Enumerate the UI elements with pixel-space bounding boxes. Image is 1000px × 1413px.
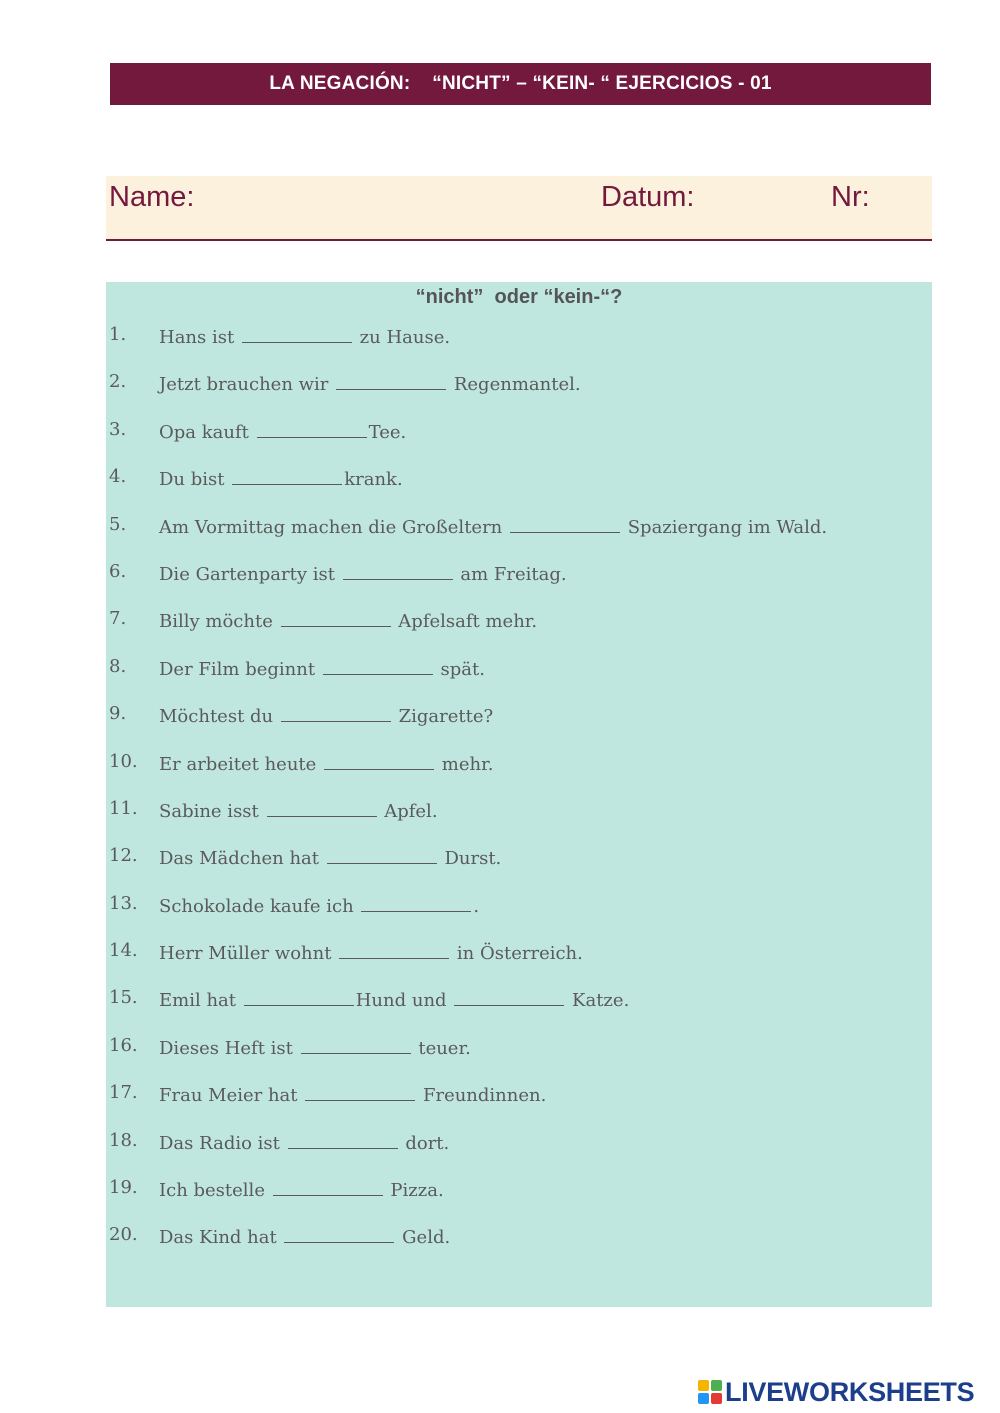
sentence-start: Billy möchte bbox=[159, 611, 279, 633]
exercise-item bbox=[106, 987, 827, 1034]
logo-squares-icon bbox=[698, 1380, 722, 1404]
exercise-number: 6. bbox=[109, 560, 127, 582]
exercise-sentence bbox=[159, 514, 827, 538]
sentence-end: in Österreich. bbox=[451, 943, 583, 965]
sentence-start: Emil hat bbox=[159, 990, 242, 1012]
answer-blank[interactable] bbox=[273, 1177, 383, 1196]
sentence-start: Hans ist bbox=[159, 327, 240, 348]
exercise-number: 18. bbox=[109, 1129, 138, 1151]
exercise-number: 7. bbox=[109, 608, 127, 630]
answer-blank[interactable] bbox=[301, 1035, 411, 1054]
sentence-start: Er arbeitet heute bbox=[159, 753, 323, 775]
exercise-sentence bbox=[159, 324, 450, 348]
exercise-item bbox=[106, 1177, 827, 1224]
exercise-number: 9. bbox=[109, 703, 127, 725]
worksheet-title: LA NEGACIÓN: “NICHT” – “KEIN- “ EJERCICIOS - 01 bbox=[110, 63, 931, 105]
answer-blank[interactable] bbox=[323, 656, 433, 675]
exercise-sentence bbox=[159, 987, 629, 1011]
answer-blank[interactable] bbox=[339, 940, 449, 959]
answer-blank[interactable] bbox=[281, 703, 391, 722]
exercise-sentence bbox=[159, 1130, 449, 1154]
exercise-number: 1. bbox=[109, 324, 127, 345]
exercise-number: 15. bbox=[109, 987, 138, 1009]
exercise-item bbox=[106, 656, 827, 703]
sentence-start: Sabine isst bbox=[159, 800, 265, 822]
logo-text: LIVEWORKSHEETS bbox=[725, 1376, 975, 1407]
exercise-item bbox=[106, 561, 827, 608]
sentence-middle: Hund und bbox=[355, 990, 453, 1012]
exercise-number: 20. bbox=[109, 1224, 138, 1246]
exercise-number: 5. bbox=[109, 513, 127, 535]
sentence-start: Herr Müller wohnt bbox=[159, 943, 338, 965]
exercise-item bbox=[106, 419, 827, 466]
sentence-end: dort. bbox=[399, 1132, 450, 1154]
exercise-sentence bbox=[159, 561, 567, 585]
exercise-item bbox=[106, 845, 827, 892]
exercise-sentence bbox=[159, 893, 479, 917]
sentence-start: Frau Meier hat bbox=[159, 1085, 304, 1107]
exercise-item bbox=[106, 1035, 827, 1082]
sentence-end: Freundinnen. bbox=[417, 1085, 547, 1107]
answer-blank[interactable] bbox=[454, 987, 564, 1006]
exercise-number: 19. bbox=[109, 1177, 138, 1199]
sentence-start: Dieses Heft ist bbox=[159, 1037, 299, 1059]
exercise-number: 11. bbox=[109, 797, 138, 819]
exercise-item bbox=[106, 608, 827, 655]
exercise-item bbox=[106, 751, 827, 798]
sentence-end: zu Hause. bbox=[353, 327, 451, 348]
exercise-number: 8. bbox=[109, 655, 127, 677]
exercise-sentence bbox=[159, 1035, 471, 1059]
exercise-item bbox=[106, 324, 827, 371]
exercise-item bbox=[106, 893, 827, 940]
exercise-heading: “nicht” oder “kein-“? bbox=[415, 286, 623, 308]
answer-blank[interactable] bbox=[324, 751, 434, 770]
answer-blank[interactable] bbox=[336, 371, 446, 390]
answer-blank[interactable] bbox=[288, 1130, 398, 1149]
exercise-number: 3. bbox=[109, 418, 127, 440]
exercise-item bbox=[106, 1224, 827, 1271]
sentence-end: Spaziergang im Wald. bbox=[622, 516, 828, 538]
exercise-item bbox=[106, 940, 827, 987]
sentence-end: krank. bbox=[344, 469, 403, 491]
exercise-item bbox=[106, 703, 827, 750]
sentence-end: Regenmantel. bbox=[448, 374, 581, 396]
answer-blank[interactable] bbox=[305, 1082, 415, 1101]
exercise-item bbox=[106, 1130, 827, 1177]
answer-blank[interactable] bbox=[242, 324, 352, 343]
exercise-sentence bbox=[159, 608, 537, 632]
sentence-start: Ich bestelle bbox=[159, 1180, 271, 1202]
sentence-end: Katze. bbox=[566, 990, 630, 1012]
exercise-sentence bbox=[159, 845, 501, 869]
sentence-end: spät. bbox=[434, 658, 485, 680]
name-label: Name: bbox=[109, 181, 195, 213]
exercise-number: 13. bbox=[109, 892, 138, 914]
sentence-start: Die Gartenparty ist bbox=[159, 563, 341, 585]
exercise-number: 2. bbox=[109, 371, 127, 393]
sentence-start: Das Mädchen hat bbox=[159, 848, 325, 870]
sentence-start: Möchtest du bbox=[159, 706, 279, 728]
sentence-start: Schokolade kaufe ich bbox=[159, 895, 360, 917]
exercise-number: 12. bbox=[109, 845, 138, 867]
answer-blank[interactable] bbox=[284, 1224, 394, 1243]
exercise-number: 10. bbox=[109, 750, 138, 772]
exercise-item bbox=[106, 371, 827, 418]
answer-blank[interactable] bbox=[343, 561, 453, 580]
sentence-end: Durst. bbox=[438, 848, 502, 870]
answer-blank[interactable] bbox=[232, 466, 342, 485]
sentence-end: teuer. bbox=[412, 1037, 471, 1059]
sentence-start: Du bist bbox=[159, 469, 231, 491]
answer-blank[interactable] bbox=[281, 608, 391, 627]
exercise-item bbox=[106, 798, 827, 845]
exercise-number: 4. bbox=[109, 466, 127, 488]
sentence-end: Zigarette? bbox=[392, 706, 494, 728]
answer-blank[interactable] bbox=[510, 514, 620, 533]
answer-blank[interactable] bbox=[267, 798, 377, 817]
sentence-end: Tee. bbox=[368, 421, 407, 443]
exercise-sentence bbox=[159, 656, 485, 680]
exercise-item bbox=[106, 466, 827, 513]
answer-blank[interactable] bbox=[244, 987, 354, 1006]
sentence-start: Opa kauft bbox=[159, 421, 255, 443]
exercise-sentence bbox=[159, 751, 493, 775]
nr-label: Nr: bbox=[831, 181, 870, 213]
exercise-panel bbox=[106, 282, 932, 1307]
exercise-sentence bbox=[159, 1224, 450, 1248]
answer-blank[interactable] bbox=[361, 893, 471, 912]
sentence-start: Der Film beginnt bbox=[159, 658, 321, 680]
sentence-start: Das Radio ist bbox=[159, 1132, 286, 1154]
exercise-number: 14. bbox=[109, 940, 138, 962]
exercise-item bbox=[106, 514, 827, 561]
sentence-start: Am Vormittag machen die Großeltern bbox=[159, 516, 508, 538]
sentence-end: Pizza. bbox=[384, 1180, 444, 1202]
sentence-end: . bbox=[473, 895, 480, 917]
answer-blank[interactable] bbox=[257, 419, 367, 438]
sentence-end: mehr. bbox=[436, 753, 494, 775]
sentence-start: Das Kind hat bbox=[159, 1227, 283, 1249]
exercise-item bbox=[106, 1082, 827, 1129]
exercise-sentence bbox=[159, 798, 438, 822]
exercise-sentence bbox=[159, 703, 493, 727]
sentence-end: Geld. bbox=[396, 1227, 451, 1249]
exercise-number: 16. bbox=[109, 1034, 138, 1056]
exercise-sentence bbox=[159, 1082, 546, 1106]
exercise-list bbox=[106, 324, 827, 1272]
liveworksheets-logo bbox=[698, 1377, 974, 1407]
exercise-sentence bbox=[159, 940, 583, 964]
name-date-bar bbox=[106, 176, 932, 241]
exercise-sentence bbox=[159, 466, 403, 490]
sentence-end: am Freitag. bbox=[454, 563, 567, 585]
sentence-end: Apfelsaft mehr. bbox=[392, 611, 538, 633]
sentence-start: Jetzt brauchen wir bbox=[159, 374, 335, 396]
exercise-sentence bbox=[159, 419, 406, 443]
exercise-sentence bbox=[159, 1177, 444, 1201]
sentence-end: Apfel. bbox=[378, 800, 438, 822]
exercise-sentence bbox=[159, 371, 581, 395]
exercise-number: 17. bbox=[109, 1082, 138, 1104]
date-label: Datum: bbox=[601, 181, 695, 213]
answer-blank[interactable] bbox=[327, 845, 437, 864]
